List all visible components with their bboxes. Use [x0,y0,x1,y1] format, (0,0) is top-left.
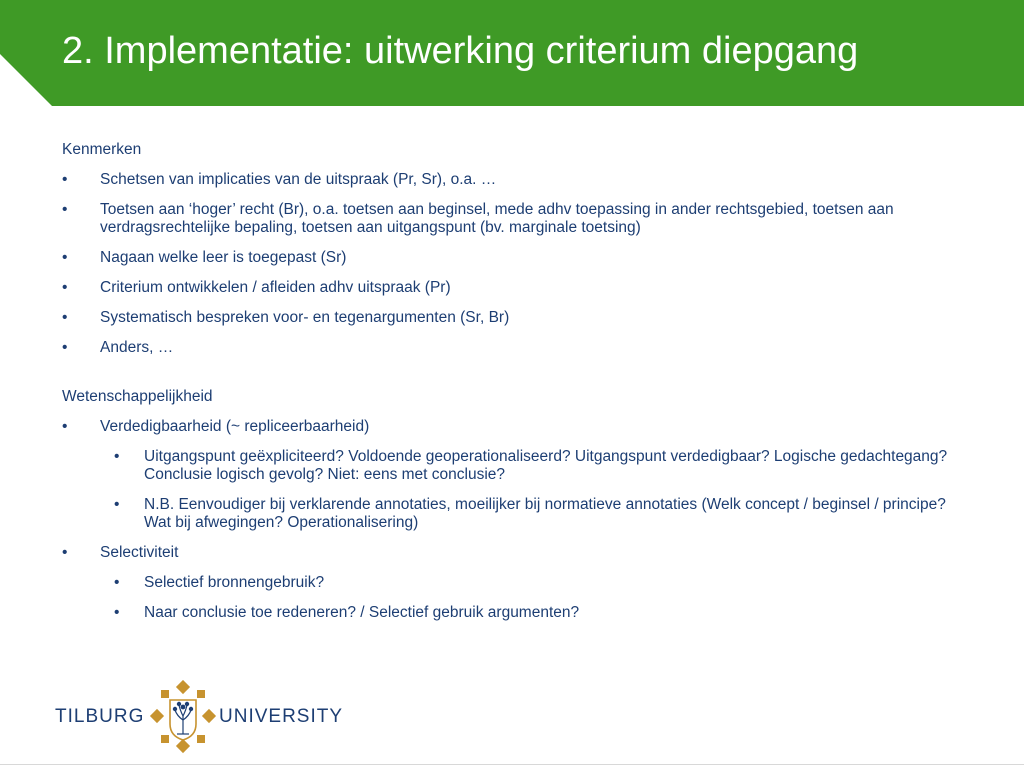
bullet-list [62,418,962,622]
bullet-icon: • [62,201,68,218]
logo-word-tilburg: TILBURG [55,706,145,727]
bullet-icon: • [62,339,68,356]
bullet-icon: • [62,544,68,561]
section-kenmerken [62,141,962,357]
logo-word-university: UNIVERSITY [219,706,344,727]
sub-list-item [100,604,962,622]
sub-list-item [100,496,962,532]
list-item [62,279,962,297]
bullet-icon: • [62,279,68,296]
slide-title: 2. Implementatie: uitwerking criterium diepgang [62,30,859,72]
bullet-icon: • [62,249,68,266]
sub-list-item [100,574,962,592]
bullet-icon: • [62,418,68,435]
list-item [62,544,962,622]
section-spacer [62,369,962,388]
bullet-icon: • [114,448,120,465]
sub-list-item-text: N.B. Eenvoudiger bij verklarende annotaties, moeilijker bij normatieve annotaties (Welk concept / beginsel / principe? Wat bij afwegingen? Operationalisering) [144,496,946,531]
list-item-text: Toetsen aan ‘hoger’ recht (Br), o.a. toetsen aan beginsel, mede adhv toepassing in ander rechtsgebied, toetsen aan verdragsrechtelijke bepaling, toetsen aan uitgangspunt (bv. marginale toetsing) [100,201,894,236]
bullet-icon: • [62,171,68,188]
list-item-text: Criterium ontwikkelen / afleiden adhv uitspraak (Pr) [100,279,451,296]
section-heading: Wetenschappelijkheid [62,388,213,405]
sub-list-item-text: Uitgangspunt geëxpliciteerd? Voldoende geoperationaliseerd? Uitgangspunt verdedigbaar? Logische gedachtegang? Conclusie logisch gevolg? Niet: eens met conclusie? [144,448,948,483]
list-item [62,339,962,357]
list-item [62,418,962,532]
slide-body [62,141,962,622]
list-item-text: Systematisch bespreken voor- en tegenargumenten (Sr, Br) [100,309,510,326]
sub-list-item-text: Selectief bronnengebruik? [144,574,325,591]
bullet-icon: • [114,574,120,591]
section-wetenschappelijkheid [62,388,962,622]
sub-list-item-text: Naar conclusie toe redeneren? / Selectief gebruik argumenten? [144,604,580,621]
bullet-list [62,171,962,357]
sub-list-item [100,448,962,484]
sub-bullet-list [100,574,962,622]
list-item [62,309,962,327]
list-item [62,249,962,267]
list-item [62,201,962,237]
footer-divider [0,764,1024,765]
list-item-text: Anders, … [100,339,174,356]
list-item-text: Nagaan welke leer is toegepast (Sr) [100,249,347,266]
section-heading: Kenmerken [62,141,142,158]
list-item-text: Schetsen van implicaties van de uitspraak (Pr, Sr), o.a. … [100,171,497,188]
tree-emblem-icon [149,680,217,754]
bullet-icon: • [62,309,68,326]
bullet-icon: • [114,604,120,621]
list-item-text: Verdedigbaarheid (~ repliceerbaarheid) [100,418,370,435]
list-item [62,171,962,189]
list-item-text: Selectiviteit [100,544,179,561]
bullet-icon: • [114,496,120,513]
university-logo [55,680,345,754]
sub-bullet-list [100,448,962,532]
